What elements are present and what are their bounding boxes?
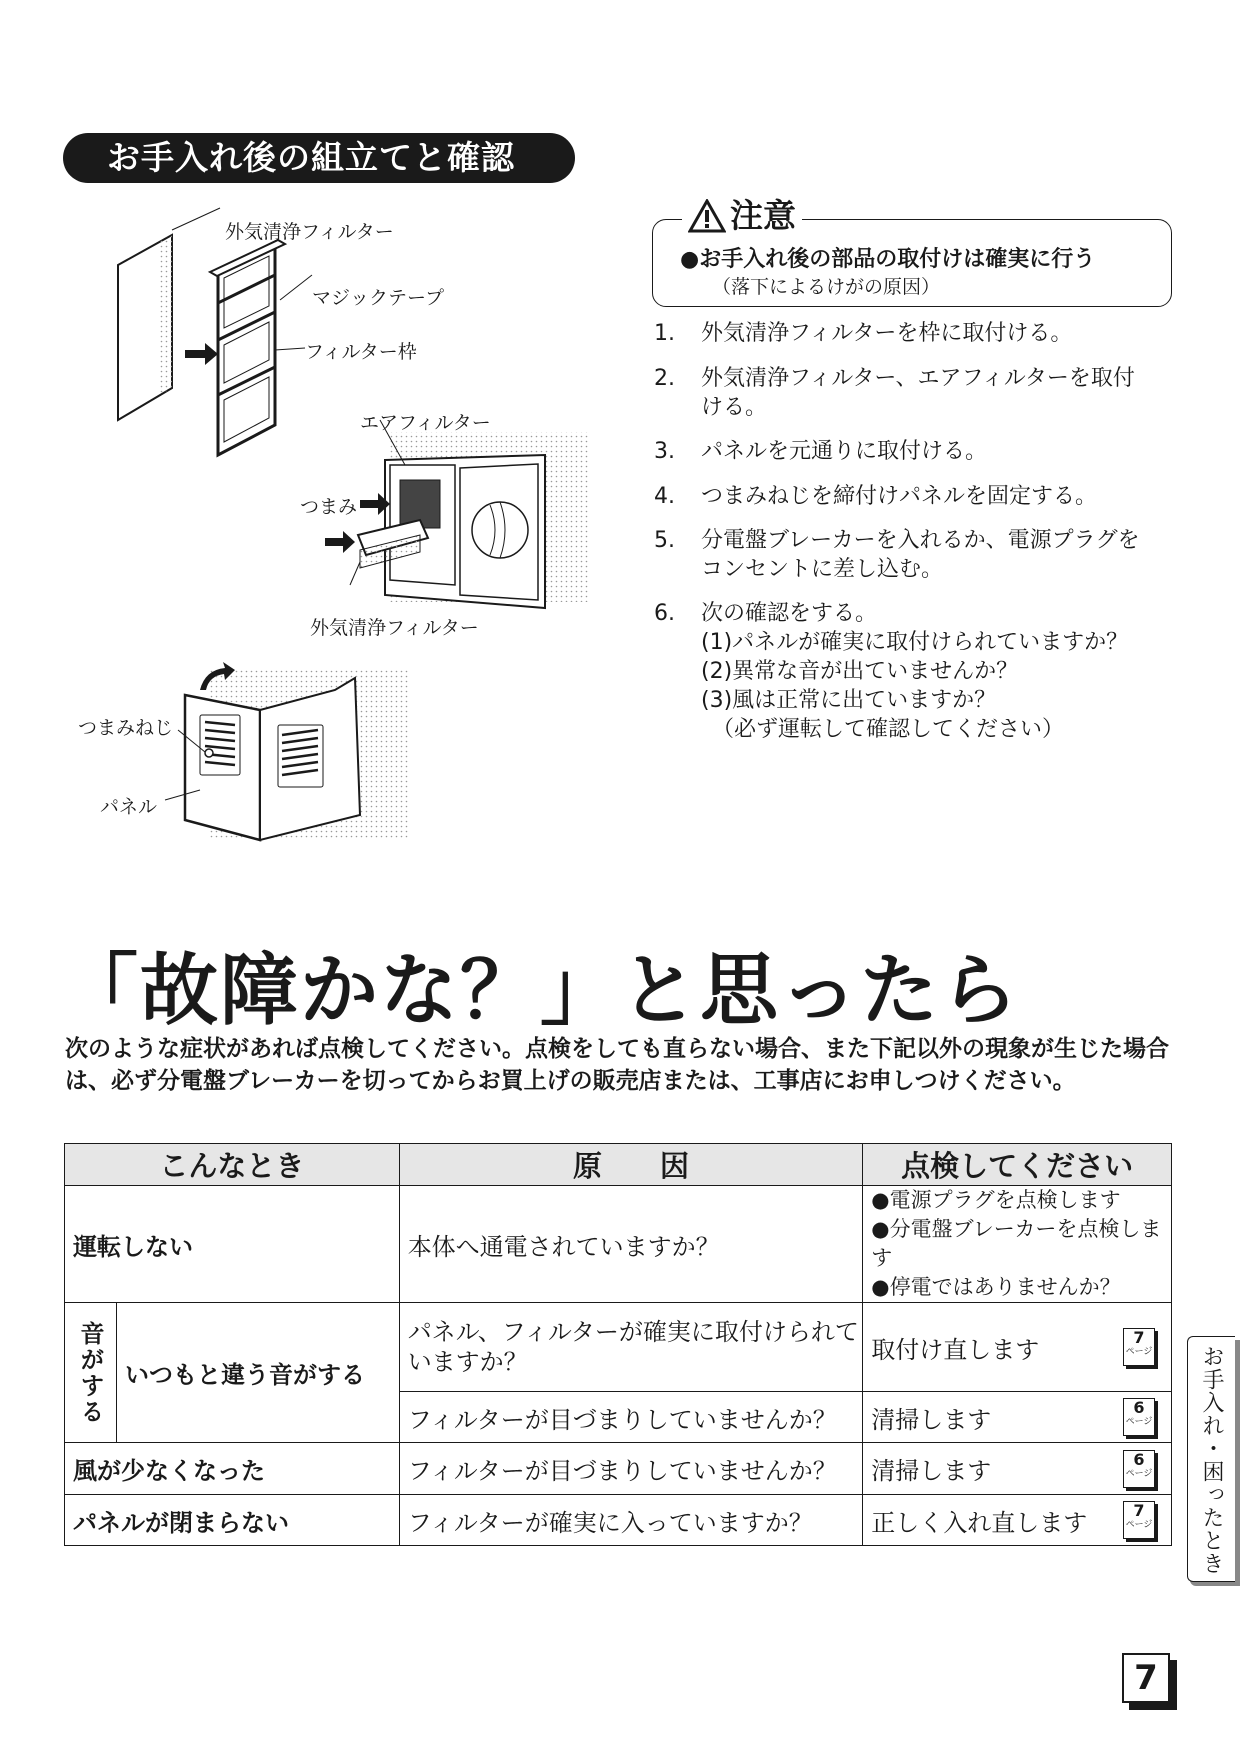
step-text: 外気清浄フィルターを枠に取付ける。 xyxy=(701,321,1073,346)
panel-illustration xyxy=(165,662,410,840)
cause-cell: フィルターが目づまりしていませんか？ xyxy=(399,1392,863,1443)
check-cell xyxy=(863,1186,1172,1303)
step-number: 6. xyxy=(654,601,675,626)
page-reference: 7 ページ xyxy=(1123,1328,1155,1366)
step-text: 外気清浄フィルター、エアフィルターを取付 ける。 xyxy=(701,366,1135,420)
cause-cell: 本体へ通電されていますか？ xyxy=(399,1186,863,1303)
step-text: つまみねじを締付けパネルを固定する。 xyxy=(701,484,1098,509)
step-5 xyxy=(654,526,1140,584)
header-check: 点検してください xyxy=(863,1144,1172,1186)
side-tab xyxy=(1187,1336,1235,1582)
trouble-table xyxy=(64,1143,1172,1546)
arrow-icon xyxy=(325,531,355,553)
symptom-cell: パネルが閉まらない xyxy=(65,1495,400,1546)
trouble-title: 「故障かな？」と思ったら xyxy=(60,946,1021,1036)
warning-icon xyxy=(688,199,726,233)
step-text: 分電盤ブレーカーを入れるか、電源プラグを コンセントに差し込む。 xyxy=(701,528,1140,582)
caution-title xyxy=(682,196,802,236)
page-number: 7 xyxy=(1122,1653,1170,1703)
check-cell xyxy=(863,1392,1172,1443)
step-6 xyxy=(654,599,1128,744)
table-row xyxy=(65,1303,1172,1392)
cause-cell: フィルターが目づまりしていませんか？ xyxy=(399,1443,863,1495)
table-row xyxy=(65,1186,1172,1303)
caution-sub: （落下によるけがの原因） xyxy=(712,276,941,298)
symptom-cell: いつもと違う音がする xyxy=(116,1303,399,1443)
trouble-intro: 次のような症状があれば点検してください。点検をしても直らない場合、また下記以外の現象が生じた場合は、必ず分電盤ブレーカーを切ってからお買上げの販売店または、工事店にお申しつけください。 xyxy=(65,1036,1169,1094)
label-air-filter: エアフィルター xyxy=(360,412,491,434)
page-reference: 7 ページ xyxy=(1123,1501,1155,1539)
check-item: ●分電盤ブレーカーを点検します xyxy=(871,1217,1162,1270)
step-number: 4. xyxy=(654,484,675,509)
label-filter-frame: フィルター枠 xyxy=(305,341,417,363)
check-cell xyxy=(863,1495,1172,1546)
header-symptom: こんなとき xyxy=(65,1144,400,1186)
table-row xyxy=(65,1495,1172,1546)
table-row xyxy=(65,1443,1172,1495)
side-tab-label: お手入れ・困ったとき xyxy=(1199,1345,1224,1575)
label-knob-screw: つまみねじ xyxy=(78,717,174,739)
symptom-cell: 風が少なくなった xyxy=(65,1443,400,1495)
check-text: 正しく入れ直します xyxy=(871,1508,1088,1537)
cause-cell: パネル、フィルターが確実に取付けられていますか？ xyxy=(399,1303,863,1392)
caution-main: ●お手入れ後の部品の取付けは確実に行う xyxy=(680,247,1096,272)
check-item: ●電源プラグを点検します xyxy=(871,1188,1121,1212)
section-header: お手入れ後の組立てと確認 xyxy=(63,133,575,183)
page-reference: 6 ページ xyxy=(1123,1398,1155,1436)
check-text: 清掃します xyxy=(871,1457,992,1485)
check-cell xyxy=(863,1443,1172,1495)
label-magic-tape: マジックテープ xyxy=(312,287,445,309)
check-text: 清掃します xyxy=(871,1405,992,1434)
label-panel: パネル xyxy=(100,796,158,818)
page-reference: 6 ページ xyxy=(1123,1450,1155,1488)
header-cause: 原 因 xyxy=(399,1144,863,1186)
unit-illustration xyxy=(325,420,590,608)
sound-group-label: 音がする xyxy=(75,1320,104,1425)
table-header-row xyxy=(65,1144,1172,1186)
cause-cell: フィルターが確実に入っていますか？ xyxy=(399,1495,863,1546)
step-2 xyxy=(654,364,1135,422)
label-outer-filter: 外気清浄フィルター xyxy=(225,221,394,243)
sound-group-cell xyxy=(65,1303,117,1443)
step-text: パネルを元通りに取付ける。 xyxy=(701,439,988,464)
check-cell xyxy=(863,1303,1172,1392)
arrow-icon xyxy=(185,343,218,365)
label-outer-filter-2: 外気清浄フィルター xyxy=(310,617,479,639)
step-number: 1. xyxy=(654,321,675,346)
step-number: 3. xyxy=(654,439,675,464)
filter-frame-illustration xyxy=(210,240,312,455)
label-knob: つまみ xyxy=(300,496,358,518)
step-number: 2. xyxy=(654,366,675,391)
caution-title-text: 注意 xyxy=(730,196,796,235)
check-text: 取付け直します xyxy=(871,1335,1040,1364)
step-1 xyxy=(654,319,1072,348)
step-4 xyxy=(654,482,1097,511)
step-3 xyxy=(654,437,987,466)
outer-filter-illustration xyxy=(118,208,220,420)
step-number: 5. xyxy=(654,528,675,553)
step-text: 次の確認をする。 (1)パネルが確実に取付けられていますか？ (2)異常な音が出ていませんか？ (3)風は正常に出ていますか？ （必ず運転して確認してください） xyxy=(701,601,1129,742)
check-item: ●停電ではありませんか？ xyxy=(871,1275,1121,1299)
symptom-cell: 運転しない xyxy=(65,1186,400,1303)
